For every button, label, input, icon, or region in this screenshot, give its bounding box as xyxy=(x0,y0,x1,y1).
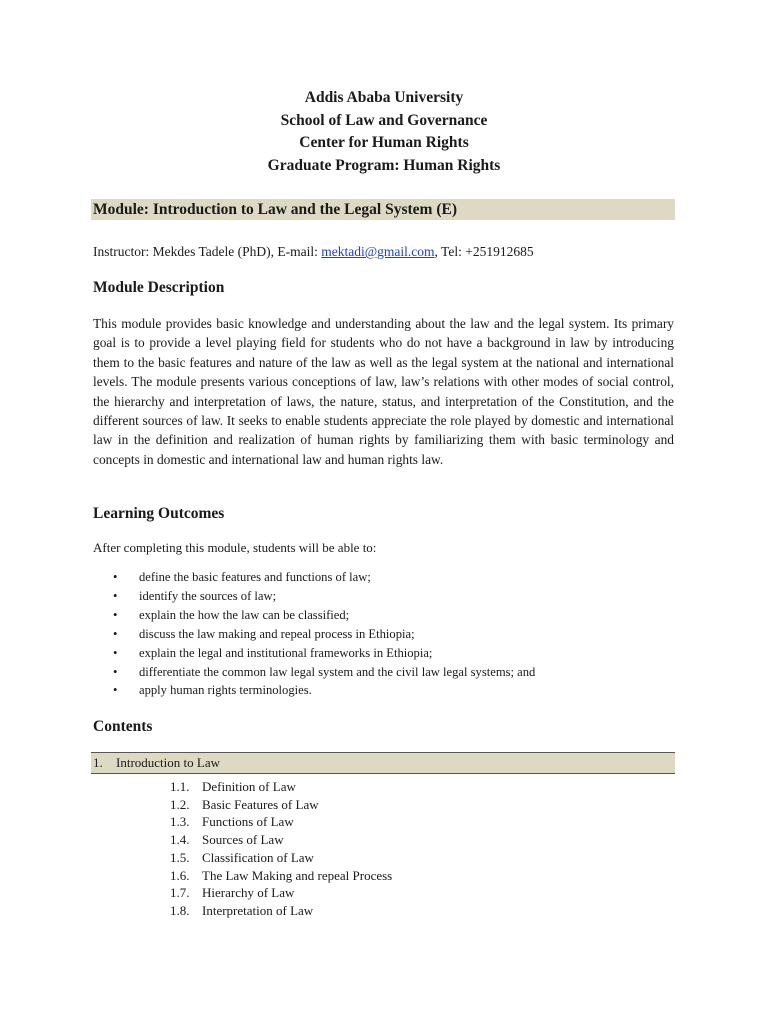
learning-outcomes-heading: Learning Outcomes xyxy=(93,505,225,522)
subsection-title: Classification of Law xyxy=(202,849,314,865)
module-description-text: This module provides basic knowledge and understanding about the law and the legal system. Its primary goal is to provide a level playing field for students who do not have a background in law by introducing them to the basic features and nature of the law as well as the legal system at the national and international levels. The module presents various conceptions of law, law’s relations with other modes of social control, the hierarchy and interpretation of laws, the nature, status, and interpretation of the Constitution, and the different sources of law. It seeks to enable students appreciate the role played by domestic and international law in the definition and realization of human rights by familiarizing them with basic terminology and concepts in domestic and international law and human rights law. xyxy=(93,316,674,467)
list-item xyxy=(93,587,535,606)
subsection-number: 1.7. xyxy=(170,885,190,901)
subsection-number: 1.6. xyxy=(170,867,190,883)
subsection-number: 1.8. xyxy=(170,902,190,918)
learning-outcomes-list xyxy=(93,568,535,700)
list-item xyxy=(93,644,535,663)
instructor-line xyxy=(93,243,534,261)
list-item-text: discuss the law making and repeal process in Ethiopia; xyxy=(139,626,415,641)
list-item xyxy=(170,884,392,902)
list-item-text: apply human rights terminologies. xyxy=(139,683,312,698)
list-item xyxy=(170,902,392,920)
section-title: Introduction to Law xyxy=(116,755,220,770)
list-item-text: explain the how the law can be classified; xyxy=(139,607,350,622)
contents-heading: Contents xyxy=(93,718,153,735)
subsection-title: Basic Features of Law xyxy=(202,796,319,812)
subsection-title: Definition of Law xyxy=(202,779,296,794)
list-item-text: define the basic features and functions of law; xyxy=(139,570,371,584)
document-header xyxy=(0,87,768,177)
list-item xyxy=(170,796,392,814)
list-item-text: identify the sources of law; xyxy=(139,588,277,603)
subsection-number: 1.2. xyxy=(170,796,190,812)
list-item xyxy=(170,849,392,867)
subsection-title: Functions of Law xyxy=(202,814,294,830)
bullet-icon: • xyxy=(113,607,118,622)
list-item xyxy=(93,663,535,682)
instructor-suffix: , Tel: +251912685 xyxy=(434,244,534,259)
bullet-icon: • xyxy=(113,645,118,660)
bullet-icon: • xyxy=(113,588,118,603)
bullet-icon: • xyxy=(113,664,118,679)
subsection-number: 1.4. xyxy=(170,832,190,848)
module-title: Module: Introduction to Law and the Legal System (E) xyxy=(91,199,675,220)
bullet-icon: • xyxy=(113,683,118,698)
list-item-text: explain the legal and institutional frameworks in Ethiopia; xyxy=(139,645,433,660)
list-item xyxy=(170,813,392,831)
instructor-prefix: Instructor: Mekdes Tadele (PhD), E-mail: xyxy=(93,244,322,259)
center-name: Center for Human Rights xyxy=(299,134,469,151)
list-item xyxy=(93,625,535,644)
list-item xyxy=(93,568,535,587)
list-item-text: differentiate the common law legal system and the civil law legal systems; and xyxy=(139,664,536,679)
subsection-title: The Law Making and repeal Process xyxy=(202,867,393,883)
subsection-number: 1.1. xyxy=(170,779,190,794)
bullet-icon: • xyxy=(113,626,118,641)
module-description-heading: Module Description xyxy=(93,279,225,296)
university-name: Addis Ababa University xyxy=(304,89,464,106)
list-item xyxy=(93,606,535,625)
list-item xyxy=(93,681,535,700)
subsection-number: 1.5. xyxy=(170,849,190,865)
list-item xyxy=(170,831,392,849)
subsection-title: Interpretation of Law xyxy=(202,902,314,918)
bullet-icon: • xyxy=(113,570,118,584)
contents-subsection-list xyxy=(170,778,392,920)
section-number: 1. xyxy=(93,755,103,770)
program-name: Graduate Program: Human Rights xyxy=(267,156,501,174)
learning-outcomes-intro: After completing this module, students will be able to: xyxy=(93,540,377,555)
list-item xyxy=(170,867,392,885)
contents-section-bar xyxy=(91,752,675,774)
subsection-title: Hierarchy of Law xyxy=(202,885,295,901)
list-item xyxy=(170,778,392,796)
school-name: School of Law and Governance xyxy=(280,111,488,129)
email-link[interactable]: mektadi@gmail.com xyxy=(321,244,435,259)
subsection-title: Sources of Law xyxy=(202,832,284,848)
subsection-number: 1.3. xyxy=(170,814,190,830)
